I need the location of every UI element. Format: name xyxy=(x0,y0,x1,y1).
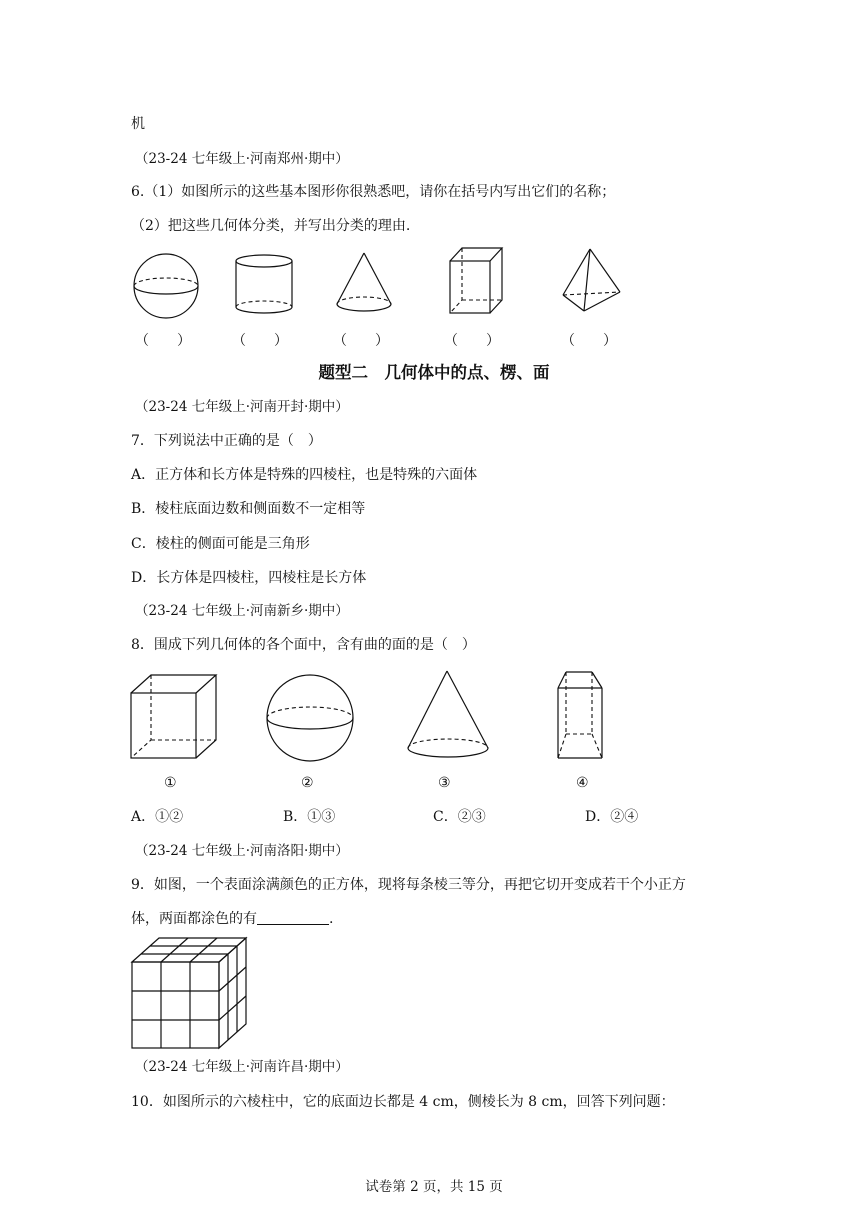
q7-stem: 7．下列说法中正确的是（ ） xyxy=(131,433,322,449)
cylinder-figure xyxy=(232,252,298,318)
cuboid-figure xyxy=(446,245,506,317)
q6-answer-slot: （ ） xyxy=(333,333,389,349)
q6-line2: （2）把这些几何体分类，并写出分类的理由. xyxy=(131,218,411,234)
answer-blank xyxy=(257,910,329,925)
previous-text-tail: 机 xyxy=(131,116,145,132)
q7-option-d: D．长方体是四棱柱，四棱柱是长方体 xyxy=(131,570,367,586)
frustum-figure xyxy=(554,668,610,762)
sphere-figure xyxy=(264,672,356,764)
q8-option-a: A．①② xyxy=(131,809,184,825)
q10-stem: 10．如图所示的六棱柱中，它的底面边长都是 4 cm，侧棱长为 8 cm，回答下列问题： xyxy=(131,1094,675,1110)
q7-option-b: B．棱柱底面边数和侧面数不一定相等 xyxy=(131,501,366,517)
cone-figure xyxy=(333,250,397,316)
q9-line1: 9．如图，一个表面涂满颜色的正方体，现将每条棱三等分，再把它切开变成若干个小正方 xyxy=(131,877,686,893)
q6-answer-slot: （ ） xyxy=(444,333,500,349)
q6-answer-slot: （ ） xyxy=(561,333,617,349)
sphere-figure xyxy=(130,252,202,324)
q8-option-c: C．②③ xyxy=(433,809,486,825)
q7-option-a: A．正方体和长方体是特殊的四棱柱，也是特殊的六面体 xyxy=(131,467,478,483)
figure-label: ④ xyxy=(576,775,589,791)
q8-option-d: D．②④ xyxy=(585,809,639,825)
q6-source: （23-24 七年级上·河南郑州·期中） xyxy=(135,151,349,167)
q9-source: （23-24 七年级上·河南洛阳·期中） xyxy=(135,843,349,859)
q7-option-c: C．棱柱的侧面可能是三角形 xyxy=(131,536,310,552)
figure-label: ② xyxy=(301,775,314,791)
figure-label: ① xyxy=(164,775,177,791)
page-footer: 试卷第 2 页，共 15 页 xyxy=(365,1179,503,1195)
cube-figure xyxy=(128,672,218,762)
figure-label: ③ xyxy=(438,775,451,791)
q10-source: （23-24 七年级上·河南许昌·期中） xyxy=(135,1059,349,1075)
q6-answer-slot: （ ） xyxy=(232,333,288,349)
q6-line1: 6.（1）如图所示的这些基本图形你很熟悉吧，请你在括号内写出它们的名称； xyxy=(131,184,616,200)
q9-line2-end: . xyxy=(329,911,334,927)
q8-option-b: B．①③ xyxy=(283,809,336,825)
cone-figure xyxy=(404,668,492,764)
q8-stem: 8．围成下列几何体的各个面中，含有曲的面的是（ ） xyxy=(131,637,476,653)
pyramid-figure xyxy=(558,245,626,317)
section-heading: 题型二 几何体中的点、楞、面 xyxy=(318,363,550,382)
q9-line2-text: 体，两面都涂色的有 xyxy=(131,911,257,927)
painted-cube-figure xyxy=(129,935,251,1051)
q7-source: （23-24 七年级上·河南开封·期中） xyxy=(135,399,349,415)
q9-line2 xyxy=(131,910,333,928)
q8-source: （23-24 七年级上·河南新乡·期中） xyxy=(135,603,349,619)
q6-answer-slot: （ ） xyxy=(135,333,191,349)
